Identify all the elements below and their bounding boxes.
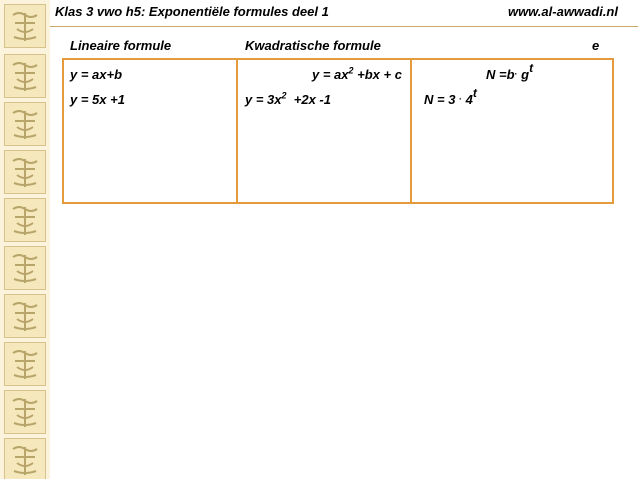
exponential-example-base: 4 (462, 92, 473, 107)
calligraphy-tile (4, 54, 46, 98)
website-url: www.al-awwadi.nl (507, 4, 618, 19)
calligraphy-tile (4, 390, 46, 434)
multiplication-dot: · (459, 94, 463, 104)
calligraphy-tile (4, 438, 46, 479)
column-heading-linear: Lineaire formule (70, 38, 172, 53)
exponent: 2 (281, 90, 287, 101)
exponent: t (529, 61, 534, 75)
exponential-example-formula (424, 86, 477, 107)
linear-example-formula: y = 5x +1 (70, 92, 125, 107)
calligraphy-tile (4, 198, 46, 242)
quadratic-general-rest: +bx + c (353, 67, 402, 82)
header-divider (50, 26, 638, 27)
quadratic-general-formula (312, 67, 402, 82)
column-heading-quadratic: Kwadratische formule (245, 38, 381, 53)
calligraphy-tile (4, 342, 46, 386)
exponent: 2 (348, 65, 354, 76)
quadratic-example-formula (245, 92, 331, 107)
decorative-calligraphy-border (0, 0, 50, 479)
quadratic-example-part: y = 3x (245, 92, 282, 107)
calligraphy-tile (4, 246, 46, 290)
exponential-example-part: N = 3 (424, 92, 460, 107)
calligraphy-tile (4, 102, 46, 146)
calligraphy-tile (4, 294, 46, 338)
exponential-general-formula (486, 61, 534, 82)
table-divider (236, 60, 238, 202)
exponential-general-part: N =b (486, 67, 515, 82)
calligraphy-tile (4, 150, 46, 194)
quadratic-general-part: y = ax (312, 67, 349, 82)
multiplication-dot: · (514, 69, 518, 79)
calligraphy-tile (4, 4, 46, 48)
exponential-general-base: g (517, 67, 530, 82)
slide-title: Klas 3 vwo h5: Exponentiële formules deel 1 (55, 4, 329, 19)
linear-general-formula: y = ax+b (70, 67, 123, 82)
column-heading-exponential-cut: e (592, 38, 600, 53)
table-divider (410, 60, 412, 202)
exponent: t (472, 86, 477, 100)
quadratic-example-rest: +2x -1 (286, 92, 331, 107)
